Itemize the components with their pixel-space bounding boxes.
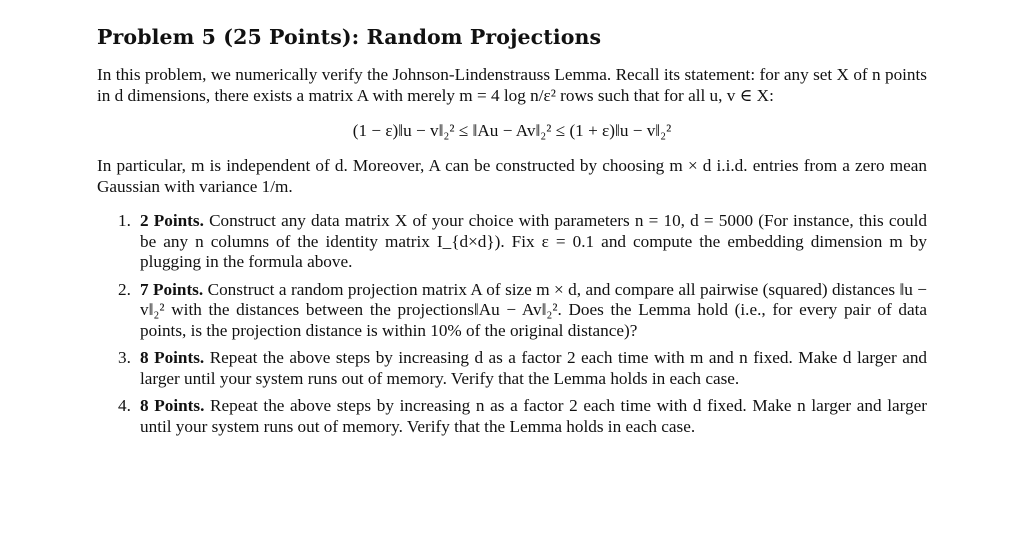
subproblem-list	[97, 211, 927, 437]
subproblem-points: 8 Points.	[140, 348, 205, 367]
subproblem-item	[97, 211, 927, 273]
subproblem-text: Repeat the above steps by increasing n as a factor 2 each time with d fixed. Make n larger and larger until your system runs out of memory. Verify that the Lemma holds in each case.	[140, 396, 928, 436]
subproblem-points: 2 Points.	[140, 211, 204, 230]
subproblem-number: 4.	[118, 396, 131, 415]
problem-title: Problem 5 (25 Points): Random Projections	[97, 25, 602, 49]
subproblem-text: Construct a random projection matrix A of size m × d, and compare all pairwise (squared) distances ‖u − v‖₂² with the distances between the projections‖Au − Av‖₂². Does the Lemma hold (i.e., for every pair of data points, is the projection distance is within 10% of the original distance)?	[140, 279, 928, 340]
subproblem-number: 1.	[118, 211, 131, 230]
subproblem-number: 2.	[118, 279, 131, 299]
subproblem-item	[97, 396, 927, 437]
subproblem-item	[97, 280, 927, 342]
subproblem-item	[97, 348, 927, 389]
problem-document	[97, 24, 927, 444]
subproblem-points: 7 Points.	[140, 279, 204, 299]
subproblem-points: 8 Points.	[140, 396, 205, 415]
particular-paragraph: In particular, m is independent of d. Moreover, A can be constructed by choosing m × d i.i.d. entries from a zero mean Gaussian with variance 1/m.	[97, 156, 927, 196]
intro-paragraph: In this problem, we numerically verify the Johnson-Lindenstrauss Lemma. Recall its statement: for any set X of n points in d dimensions, there exists a matrix A with merely m = 4 log n/ε² rows such that for all u, v ∈ X:	[97, 65, 927, 105]
subproblem-text: Construct any data matrix X of your choice with parameters n = 10, d = 5000 (For instance, this could be any n columns of the identity matrix I_{d×d}). Fix ε = 0.1 and compute the embedding dimension m by plugging in the formula above.	[140, 211, 928, 271]
jl-inequality: (1 − ε)‖u − v‖₂² ≤ ‖Au − Av‖₂² ≤ (1 + ε)‖u − v‖₂²	[352, 121, 672, 140]
subproblem-text: Repeat the above steps by increasing d as a factor 2 each time with m and n fixed. Make d larger and larger until your system runs out of memory. Verify that the Lemma holds in each case.	[140, 348, 928, 388]
subproblem-number: 3.	[118, 348, 131, 367]
